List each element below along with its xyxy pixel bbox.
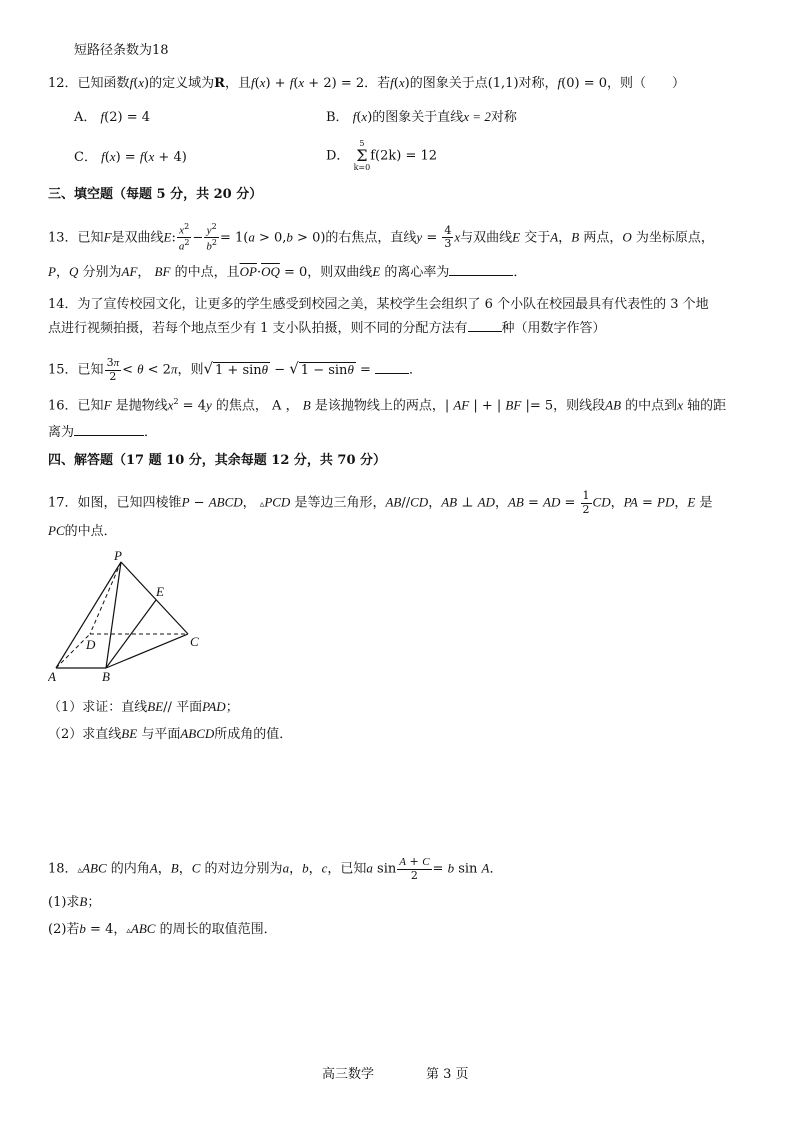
- q12-number: 12．: [48, 76, 78, 91]
- label-A: A: [48, 669, 56, 684]
- q13-text: 为坐标原点，: [635, 230, 714, 246]
- option-label: D．: [326, 148, 350, 164]
- q13-line-2: P，Q 分别为AF， BF 的中点，且$\overline{OP}\cdot\overline{OQ} = 0$，则双曲线E 的离心率为 ．: [48, 264, 527, 280]
- answer-blank[interactable]: [74, 434, 144, 436]
- q16-number: 16．: [48, 398, 78, 414]
- q17-line-1: 17．如图，已知四棱锥P − ABCD， ▵PCD 是等边三角形，AB//CD，AB ⊥ AD，AB = AD = $\frac{1}{2}$ CD，PA = PD，E 是: [48, 489, 713, 516]
- q18-number: 18．: [48, 861, 78, 877]
- q14-line-2: [48, 322, 606, 335]
- q17-text: 如图，已知四棱锥: [77, 495, 182, 511]
- q15-text: ，则: [177, 362, 204, 378]
- label-D: D: [86, 637, 96, 652]
- q18-text: ；: [87, 895, 101, 910]
- q17-text: ，: [494, 495, 508, 511]
- q16-text: 是抛物线: [115, 398, 168, 414]
- q12-option-b: B． f(x)的图象关于直线x = 2对称: [326, 109, 517, 125]
- section-3-heading: 三、填空题（每题 5 分，共 20 分）: [48, 187, 263, 202]
- answer-blank[interactable]: [449, 274, 513, 276]
- option-text: 的图象关于直线: [372, 110, 464, 125]
- q13-text: 的离心率为: [384, 265, 450, 280]
- label-C: C: [190, 634, 199, 649]
- q17-text: 平面: [176, 700, 203, 715]
- q16-line-1: 16．已知F 是抛物线$x^2 = 4y$ 的焦点， A ， B 是该抛物线上的两点，| AF | + | BF |= 5，则线段AB 的中点到x 轴的距: [48, 397, 727, 414]
- q16-text: 轴的距: [687, 398, 727, 414]
- q17-part-2: （2）求直线BE 与平面ABCD所成角的值．: [48, 726, 293, 742]
- q14-line-1: 14．为了宣传校园文化，让更多的学生感受到校园之美，某校学生会组织了 6 个小队在校园最具有代表性的 3 个地: [48, 297, 709, 312]
- option-label: C．: [74, 150, 97, 165]
- option-line: x = 2: [463, 109, 491, 124]
- option-label: A．: [74, 110, 97, 125]
- q17-line-2: PC的中点．: [48, 523, 117, 539]
- q13-line-1: 13．已知F是双曲线E: $\frac{x^2}{a^2}$ − $\frac{y^2}{b^2}$ = 1(a > 0,b > 0)的右焦点，直线y = $\frac{4}{3}$ x与双曲线E 交于A，B 两点，O 为坐标原点，: [48, 222, 714, 253]
- q12-text: 的定义域为: [149, 76, 215, 91]
- q17-text: ，: [610, 495, 624, 511]
- option-label: B．: [326, 110, 349, 125]
- q12-point: (1,1): [487, 76, 519, 91]
- q16-text: 离为: [48, 425, 75, 440]
- q18-text: 的内角: [110, 861, 150, 877]
- q14-text: 种（用数字作答）: [501, 321, 606, 336]
- label-P: P: [114, 548, 122, 563]
- q12-text: ，则（ ）: [607, 76, 686, 91]
- q12-R: R: [214, 76, 225, 91]
- q16-text: 已知: [77, 398, 104, 414]
- sigma-upper: 5: [359, 139, 365, 148]
- q13-number: 13．: [48, 230, 78, 246]
- answer-blank[interactable]: [375, 372, 409, 374]
- q18-part-1: (1)求B；: [48, 894, 101, 910]
- q12-option-a: A． f(2) = 4: [74, 109, 150, 125]
- q16-text: 是该抛物线上的两点，: [314, 398, 445, 414]
- q14-text: 点进行视频拍摄，若每个地点至少有 1 支小队拍摄，则不同的分配方法有: [48, 321, 468, 336]
- sigma-lower: k=0: [353, 163, 371, 172]
- footer-subject: 高三数学: [322, 1067, 375, 1082]
- q17-number: 17．: [48, 495, 78, 511]
- q13-text: 分别为: [82, 265, 122, 280]
- q13-text: 的右焦点，直线: [325, 230, 417, 246]
- option-text: f(2k) = 12: [370, 148, 438, 164]
- q12-option-d: [326, 140, 437, 172]
- q16-text: 的中点到: [625, 398, 678, 414]
- q18-text: ，: [113, 922, 127, 937]
- q16-line-2: [48, 426, 157, 439]
- edge-PC: [121, 562, 188, 634]
- q17-text: 是: [699, 495, 713, 511]
- q16-text: ，则线段: [553, 398, 606, 414]
- q12-stem: 12．已知函数f(x)的定义域为R，且f(x) + f(x + 2) = 2．若f(x)的图象关于点(1,1)对称，f(0) = 0，则（ ）: [48, 75, 686, 91]
- q15-text: ．: [409, 362, 423, 378]
- q17-text: （1）求证：直线: [48, 700, 148, 715]
- q12-eq: = 2: [340, 76, 365, 91]
- q13-text: ，则双曲线: [307, 265, 373, 280]
- q12-text: ，且: [224, 76, 251, 91]
- q12-option-c: C． f(x) = f(x + 4): [74, 149, 187, 165]
- q13-text: 的中点，且: [174, 265, 240, 280]
- q18-text: ．: [489, 861, 503, 877]
- q15-text: 已知: [77, 362, 104, 378]
- q13-text: 是双曲线: [111, 230, 164, 246]
- q13-text: 两点，: [583, 230, 623, 246]
- label-B: B: [102, 669, 110, 684]
- q18-text: 的对边分别为: [204, 861, 283, 877]
- q13-text: ．: [513, 265, 527, 280]
- q12-text: 已知函数: [77, 76, 130, 91]
- section-4-heading: 四、解答题（17 题 10 分，其余每题 12 分，共 70 分）: [48, 453, 387, 468]
- q13-text: 交于: [524, 230, 551, 246]
- q12-eq: = 0: [583, 76, 608, 91]
- q18-text: (2)若: [48, 922, 80, 937]
- q18-text: 的周长的取值范围．: [159, 922, 277, 937]
- edge-AD-hidden: [56, 634, 90, 668]
- q12-text: ．若: [364, 76, 391, 91]
- q17-text: 是等边三角形，: [294, 495, 386, 511]
- q16-text: 的焦点，: [215, 398, 268, 414]
- q17-text: 的中点．: [64, 524, 117, 539]
- q13-text: 已知: [77, 230, 104, 246]
- q17-text: 与平面: [141, 727, 181, 742]
- q17-text: ；: [225, 700, 239, 715]
- q17-text: 所成角的值．: [214, 727, 293, 742]
- q17-text: ，: [674, 495, 688, 511]
- pyramid-figure: [48, 548, 208, 684]
- q17-text: （2）求直线: [48, 727, 122, 742]
- q18-text: (1)求: [48, 895, 80, 910]
- edge-PB: [106, 562, 121, 668]
- q12-text: 对称，: [518, 76, 558, 91]
- q15-number: 15．: [48, 362, 78, 378]
- q17-text: ，: [428, 495, 442, 511]
- footer-page-number: 第 3 页: [426, 1067, 469, 1082]
- answer-blank[interactable]: [468, 330, 502, 332]
- q17-part-1: （1）求证：直线BE// 平面PAD；: [48, 699, 239, 715]
- q12-text: 的图象关于点: [409, 76, 488, 91]
- edge-PA: [56, 562, 121, 668]
- label-E: E: [156, 584, 164, 599]
- q16-text: ．: [144, 425, 158, 440]
- q18-part-2: (2)若b = 4，▵ABC 的周长的取值范围．: [48, 921, 277, 937]
- q11-tail: 短路径条数为18: [74, 43, 169, 58]
- q18-text: ，已知: [327, 861, 367, 877]
- q15-line: 15．已知 $\frac{3\pi}{2}$ < θ < 2π，则√ 1 + sinθ − √ 1 − sinθ = ．: [48, 356, 423, 383]
- sigma-symbol: 5 Σ k=0: [353, 139, 371, 172]
- q18-stem: 18．▵ABC 的内角A，B，C 的对边分别为a，b，c，已知a sin $\frac{A + C}{2}$ = b sin A．: [48, 855, 503, 882]
- q13-text: 与双曲线: [460, 230, 513, 246]
- option-text: = 4: [126, 110, 150, 125]
- option-text: 对称: [490, 110, 517, 125]
